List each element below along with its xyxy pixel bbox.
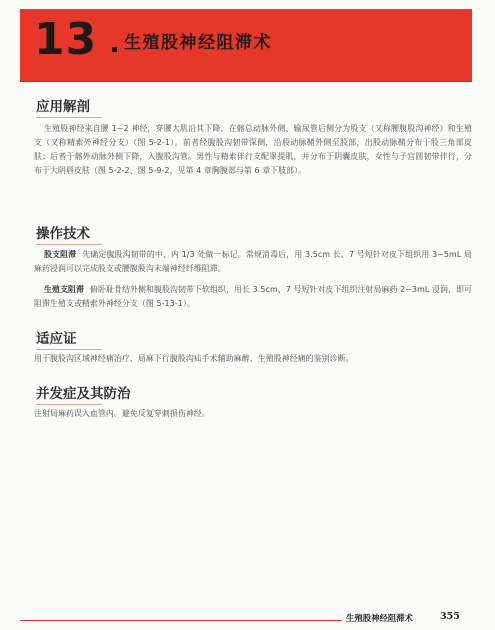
femoral-branch-label: 股支阻滞 xyxy=(44,250,77,259)
complications-paragraph: 注射局麻药误入血管内。避免反复穿刺损伤神经。 xyxy=(34,409,210,418)
indications-paragraph: 用于腹股沟区域神经痛治疗、局麻下行腹股沟疝手术辅助麻醉、生殖股神经痛的鉴别诊断。 xyxy=(34,354,354,363)
heading-technique: 操作技术 xyxy=(36,226,90,242)
heading-rule xyxy=(36,117,102,118)
heading-rule xyxy=(36,349,102,350)
genital-branch-text: 俯卧耻骨结外侧和腹股沟韧带下软组织，用长 3.5cm、7 号短针对皮下组织注射局麻药 2~3mL 浸润，即可阻滞生殖支或精索外神经分支（图 5-13-1）。 xyxy=(34,285,472,309)
heading-complications: 并发症及其防治 xyxy=(36,386,131,402)
anatomy-paragraph: 生殖股神经来自腰 1~2 神经，穿腰大肌沿其下降，在髂总动脉外侧、输尿管后侧分为股支（又称腰腹股沟神经）和生殖支（又称精索外神经分支）（图 5-2-1）。前者经腹股沟韧带深侧，沿股动脉鞘外侧至股部，出股动脉鞘分布于股三角部皮肤；后者于髂外动脉外侧下降，入腹股沟管。男性与精索伴行支配睾提肌，并分布于阴囊皮肤，女性与子宫圆韧带伴行，分布于大阴唇皮肤（图 5-2-2、图 5-9-2，见第 4 章胸腹部与第 6 章下肢部）。 xyxy=(34,124,472,176)
chapter-number: 13 xyxy=(34,14,98,65)
genital-branch-paragraph xyxy=(34,283,472,311)
chapter-dot xyxy=(112,47,117,52)
genital-branch-label: 生殖支阻滞 xyxy=(44,285,85,294)
chapter-banner xyxy=(20,9,472,81)
heading-anatomy: 应用解剖 xyxy=(36,99,90,115)
chapter-title: 生殖股神经阻滞术 xyxy=(124,33,272,53)
heading-indications: 适应证 xyxy=(36,331,77,347)
femoral-branch-text: 先确定腹股沟韧带的中、内 1/3 处做一标记。常规消毒后，用 3.5cm 长、7 号短针对皮下组织用 3~5mL 局麻药浸润可以完成股支或腰腹股沟末端神经纤维阻滞。 xyxy=(34,250,472,274)
heading-rule xyxy=(36,244,102,245)
page-number: 355 xyxy=(440,611,460,622)
femoral-branch-paragraph xyxy=(34,248,472,276)
running-title: 生殖股神经阻滞术 xyxy=(346,613,413,623)
footer-rule xyxy=(20,620,342,621)
heading-rule xyxy=(36,404,102,405)
